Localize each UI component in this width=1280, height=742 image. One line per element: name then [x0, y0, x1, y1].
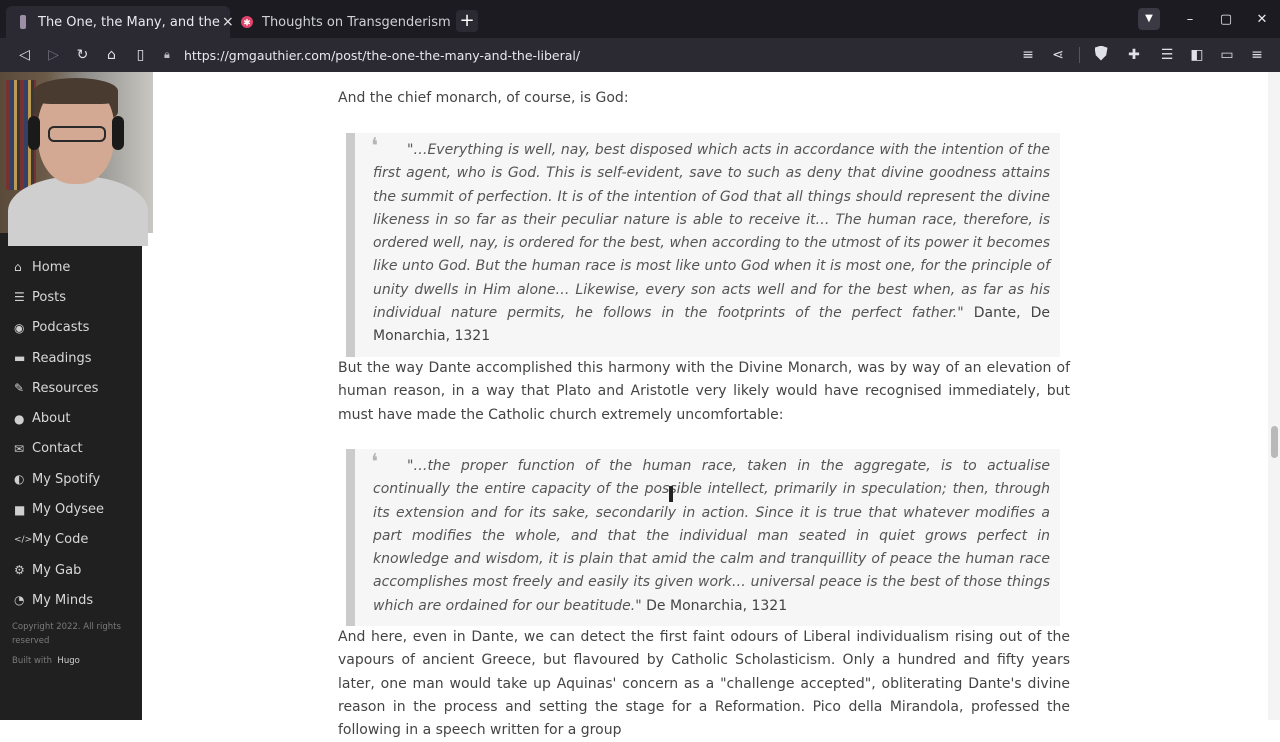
- site-favicon-icon: [240, 15, 254, 29]
- browser-tab-bar: [0, 0, 1280, 38]
- sidebar-item-label: Home: [32, 259, 71, 275]
- lock-icon: 🔒︎: [164, 48, 170, 61]
- address-bar[interactable]: [164, 42, 1004, 68]
- article-paragraph: And the chief monarch, of course, is God:: [338, 90, 629, 106]
- article-paragraph: And here, even in Dante, we can detect the first faint odours of Liberal individualism rising out of the vapours of ancient Greece, but flavoured by Catholic Scholasticism. Only a hundred and fifty years later, one man would take up Aquinas' concern as a "challenge accepted", obliterating Dante's divine reason in the process and setting the stage for a Reformation. Pico della Mirandola, professed the following in a speech written for a group: [338, 629, 1070, 739]
- sidebar-item-label: Resources: [32, 380, 99, 396]
- url-text: https://gmgauthier.com/post/the-one-the-many-and-the-liberal/: [184, 47, 581, 63]
- new-tab-button[interactable]: +: [456, 10, 478, 32]
- web-page: [0, 72, 1280, 739]
- video-icon: ■: [14, 502, 26, 517]
- sidebar-item-label: My Code: [32, 532, 89, 548]
- article-paragraph: But the way Dante accomplished this harmony with the Divine Monarch, was by way of an elevation of human reason, in a way that Plato and Aristotle very likely would have recognised immediately, but must have made the Catholic church extremely uncomfortable:: [338, 360, 1070, 423]
- spotify-icon: ◐: [14, 472, 25, 487]
- home-icon[interactable]: ⌂: [107, 47, 116, 63]
- sidebar-footer: [12, 620, 132, 668]
- tab-thoughts-on-transgenderism[interactable]: [230, 6, 452, 38]
- quote-text: "…Everything is well, nay, best disposed which acts in accordance with the intention of the first agent, who is God. This is self-evident, save to such as deny that divine goodness attains the summit of perfection. It is of the intention of God that all things should represent the divine likeness in so far as their peculiar nature is able to receive it… The human race, therefore, is ordered well, nay, is ordered for the best, when according to the utmost of its power it becomes like unto God. But the human race is most like unto God when it is most one, for the principle of unity dwells in Him alone… Likewise, every son acts well and for the best when, as far as his individual nature permits, he follows in the footprints of the perfect father." Dante, De Monarchia, 1321: [373, 142, 1051, 345]
- tab-the-one-the-many[interactable]: [6, 6, 234, 38]
- sidebar-item-readings[interactable]: [0, 343, 142, 373]
- brave-shield-icon[interactable]: [1086, 46, 1116, 65]
- user-icon: ●: [14, 411, 25, 426]
- quote-mark-icon: ❛: [371, 450, 379, 475]
- sidebar-item-my-minds[interactable]: [0, 585, 142, 615]
- quote-mark-icon: ❛: [371, 134, 379, 159]
- reload-icon[interactable]: ↻: [76, 47, 89, 63]
- close-window-icon[interactable]: ✕: [1256, 11, 1268, 27]
- wallet-icon[interactable]: ▭: [1220, 47, 1234, 63]
- sidebar-item-label: Posts: [32, 289, 66, 305]
- share-icon[interactable]: ⋖: [1052, 47, 1064, 63]
- browser-navigation-bar: [0, 38, 1280, 72]
- svg-text:✱: ✱: [243, 18, 251, 29]
- home-icon: ⌂: [14, 260, 22, 275]
- quote-text: "…the proper function of the human race, taken in the aggregate, is to actualise continually the entire capacity of the possible intellect, primarily in speculation; then, through its extension and for its sake, secondarily in action. Since it is true that whatever modifies a part modifies the whole, and that the individual man seated in quiet grows perfect in knowledge and wisdom, it is plain that amid the calm and tranquillity of peace the human race accomplishes most freely and easily its given work… universal peace is the best of those things which are ordained for our beatitude." De Monarchia, 1321: [373, 458, 1050, 614]
- list-all-tabs-chevron-icon[interactable]: ▼: [1138, 8, 1160, 30]
- sidebar-icon[interactable]: ◧: [1190, 47, 1204, 63]
- blockquote: [346, 449, 1060, 626]
- back-arrow-icon[interactable]: ◁: [19, 47, 30, 63]
- sidebar-item-label: About: [32, 411, 71, 427]
- sidebar-item-label: My Odysee: [32, 502, 104, 518]
- close-tab-icon[interactable]: ×: [221, 14, 234, 30]
- sidebar-item-label: Podcasts: [32, 320, 90, 336]
- quote-citation: De Monarchia, 1321: [646, 597, 788, 614]
- reader-view-icon[interactable]: ≡: [1022, 47, 1034, 63]
- gab-icon: ⚙: [14, 563, 25, 578]
- bookmark-icon[interactable]: ▯: [136, 47, 145, 63]
- hugo-link[interactable]: Hugo: [57, 656, 80, 666]
- tab-title: Thoughts on Transgenderism: [262, 14, 451, 30]
- sidebar-item-my-odysee[interactable]: [0, 494, 142, 524]
- list-icon: ☰: [14, 290, 25, 305]
- code-icon: </>: [14, 534, 33, 545]
- site-favicon-icon: [16, 15, 30, 29]
- sidebar-item-resources[interactable]: [0, 373, 142, 403]
- tab-title: The One, the Many, and the: [38, 14, 220, 30]
- chat-icon: ✉: [14, 441, 25, 456]
- scrollbar-thumb[interactable]: [1271, 426, 1278, 458]
- quote-citation: Dante, De Monarchia, 1321: [373, 305, 1051, 345]
- book-icon: ▬: [14, 351, 26, 366]
- sidebar-item-about[interactable]: [0, 403, 142, 433]
- sidebar-item-my-spotify[interactable]: [0, 464, 142, 494]
- maximize-window-icon[interactable]: ▢: [1219, 11, 1233, 27]
- sidebar-item-podcasts[interactable]: [0, 313, 142, 343]
- toolbar-divider: [1079, 47, 1080, 63]
- built-with-text: Built with Hugo: [12, 656, 80, 666]
- sidebar-item-posts[interactable]: [0, 282, 142, 312]
- playlist-icon[interactable]: ☰: [1160, 47, 1174, 63]
- wrench-icon: ✎: [14, 381, 25, 396]
- forward-arrow-icon[interactable]: ▷: [48, 47, 59, 63]
- sidebar-item-label: My Gab: [32, 562, 82, 578]
- lightbulb-icon: ◔: [14, 593, 25, 608]
- text-cursor-icon: [669, 486, 673, 502]
- podcast-icon: ◉: [14, 320, 25, 335]
- sidebar-item-label: Contact: [32, 441, 83, 457]
- sidebar-item-label: Readings: [32, 350, 92, 366]
- sidebar-item-home[interactable]: [0, 252, 142, 282]
- copyright-text: Copyright 2022. All rights reserved: [12, 622, 121, 646]
- sidebar-item-my-code[interactable]: [0, 525, 142, 555]
- blockquote: [346, 133, 1060, 357]
- sidebar-nav: [0, 252, 142, 616]
- sidebar-item-contact[interactable]: [0, 434, 142, 464]
- page-scrollbar[interactable]: [1268, 72, 1280, 720]
- webcam-overlay: [0, 72, 153, 233]
- menu-icon[interactable]: ≡: [1251, 47, 1263, 63]
- minimize-window-icon[interactable]: –: [1186, 11, 1194, 27]
- sidebar-item-label: My Spotify: [32, 471, 101, 487]
- sidebar-item-label: My Minds: [32, 592, 94, 608]
- sidebar-item-my-gab[interactable]: [0, 555, 142, 585]
- extensions-puzzle-icon[interactable]: ✚: [1128, 47, 1140, 63]
